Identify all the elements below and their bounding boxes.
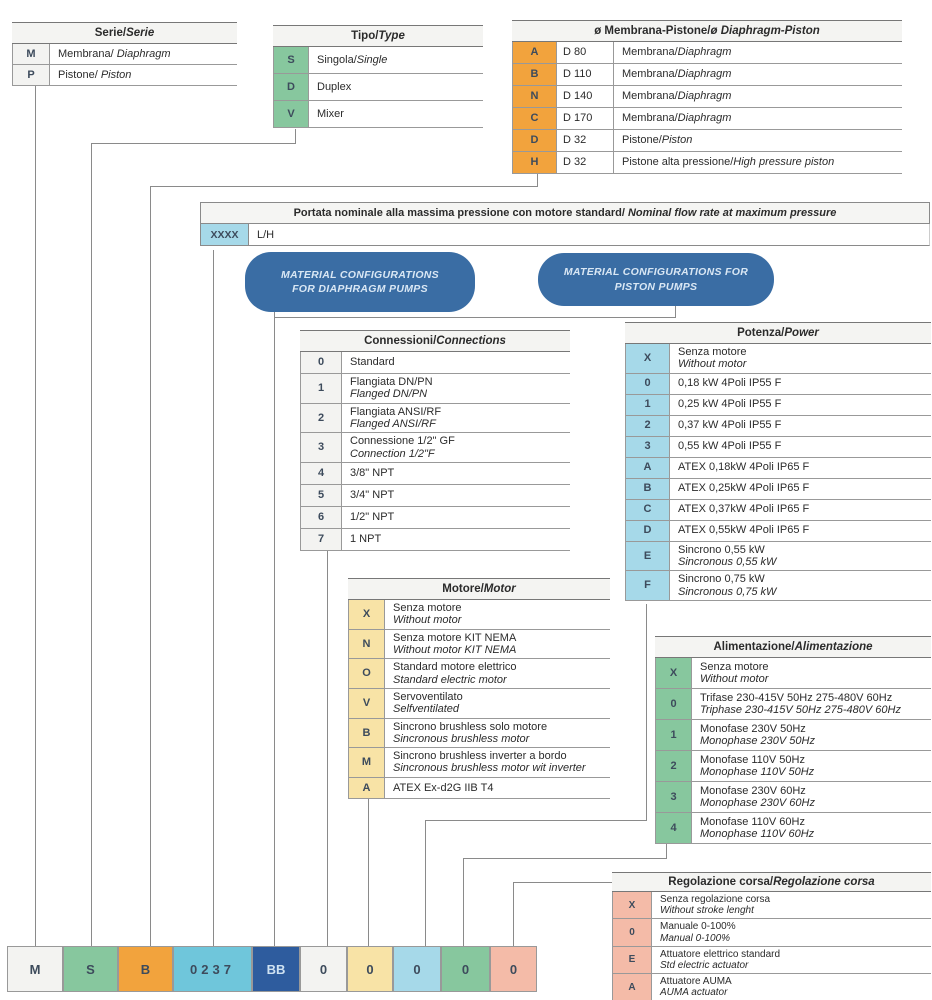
motore-description-it: Standard motore elettrico (393, 661, 517, 674)
connector-line (425, 820, 647, 821)
membrana-size-cell: D 80 (557, 42, 614, 63)
alimentazione-row-1 (655, 720, 931, 751)
connessioni-description-cell (342, 507, 570, 528)
connessioni-description-it: 3/8" NPT (350, 467, 395, 480)
tipo-code-cell: S (273, 47, 309, 73)
membrana-code-cell: N (512, 86, 557, 107)
motore-code-cell: X (348, 600, 385, 629)
model-code-cell-7: 0 (393, 946, 441, 992)
membrana-title-en: ø Diaphragm-Piston (710, 25, 820, 37)
alimentazione-description-it: Monofase 230V 50Hz (700, 722, 806, 735)
flow-rate-code-cell: XXXX (200, 224, 249, 246)
membrana-description-en: Diaphragm (677, 46, 732, 59)
model-code-cell-2: B (118, 946, 173, 992)
motore-code-cell: V (348, 689, 385, 718)
connessioni-code-cell: 5 (300, 485, 342, 506)
membrana-size-cell: D 140 (557, 86, 614, 107)
potenza-description-it: ATEX 0,25kW 4Poli IP65 F (678, 482, 810, 495)
connessioni-code-cell: 2 (300, 404, 342, 433)
tipo-description-it: Mixer (317, 107, 344, 120)
regolazione-row-A (612, 974, 931, 1000)
potenza-code-cell: D (625, 521, 670, 541)
connessioni-description-it: Flangiata DN/PN (350, 376, 433, 388)
motore-description-cell (385, 748, 610, 777)
alimentazione-description-en: Monophase 110V 60Hz (700, 828, 815, 840)
regolazione-row-E (612, 947, 931, 974)
connessioni-description-it: Flangiata ANSI/RF (350, 405, 442, 418)
membrana-code-cell: H (512, 152, 557, 173)
motor-table (348, 578, 610, 799)
membrana-description-en: Piston (661, 134, 693, 147)
potenza-description-it: 0,18 kW 4Poli IP55 F (678, 377, 782, 390)
connector-line (91, 143, 296, 144)
tipo-description-cell (309, 47, 483, 73)
membrana-size-cell: D 32 (557, 152, 614, 173)
membrana-size-cell: D 170 (557, 108, 614, 129)
connessioni-description-it: 1/2" NPT (350, 511, 395, 524)
connessioni-description-cell (342, 529, 570, 550)
connector-line (513, 882, 613, 883)
regolazione-description-en: AUMA actuator (660, 987, 728, 999)
potenza-row-D (625, 521, 931, 542)
potenza-code-cell: C (625, 500, 670, 520)
potenza-description-en: Sincronous 0,55 kW (678, 555, 777, 568)
alimentazione-row-3 (655, 782, 931, 813)
motore-table-title (348, 578, 610, 600)
tipo-description-it: Singola/ (317, 53, 357, 66)
membrana-description-it: Membrana/ (622, 46, 678, 59)
flow-rate-unit-cell: L/H (249, 224, 930, 246)
motore-row-M (348, 748, 610, 778)
membrana-code-cell: D (512, 130, 557, 151)
model-code-cell-4: BB (252, 946, 300, 992)
alimentazione-description-cell (692, 658, 931, 688)
connessioni-description-it: 3/4" NPT (350, 489, 395, 502)
tipo-description-it: Duplex (317, 80, 352, 93)
motore-description-it: Sincrono brushless solo motore (393, 720, 548, 733)
connector-line (425, 820, 426, 946)
alimentazione-description-en: Triphase 230-415V 50Hz 275-480V 60Hz (700, 704, 901, 716)
potenza-code-cell: 1 (625, 395, 670, 415)
connessioni-description-cell (342, 352, 570, 373)
serie-title-en: Serie (126, 27, 155, 39)
potenza-row-B (625, 479, 931, 500)
membrana-description-it: Membrana/ (622, 68, 678, 81)
membrana-row-C (512, 108, 902, 130)
alimentazione-description-it: Senza motore (700, 660, 769, 673)
membrana-row-H (512, 152, 902, 174)
potenza-code-cell: 3 (625, 437, 670, 457)
potenza-description-cell (670, 374, 931, 394)
serie-description-it: Pistone/ (58, 68, 101, 81)
connector-line (91, 143, 92, 946)
supply-table (655, 636, 931, 844)
connessioni-code-cell: 7 (300, 529, 342, 550)
connessioni-row-2 (300, 404, 570, 434)
potenza-description-cell (670, 458, 931, 478)
alimentazione-code-cell: 1 (655, 720, 692, 750)
potenza-row-E (625, 542, 931, 572)
potenza-row-C (625, 500, 931, 521)
potenza-title-en: Power (784, 327, 819, 339)
potenza-row-0 (625, 374, 931, 395)
membrana-description-it: Pistone/ (622, 134, 662, 147)
connessioni-code-cell: 1 (300, 374, 342, 403)
connector-line (327, 545, 328, 946)
connector-line (213, 250, 214, 946)
potenza-description-it: ATEX 0,18kW 4Poli IP65 F (678, 461, 810, 474)
connessioni-description-it: 1 NPT (350, 533, 382, 546)
serie-description-en: Piston (100, 68, 132, 81)
potenza-row-A (625, 458, 931, 479)
motore-description-cell (385, 689, 610, 718)
motore-row-N (348, 630, 610, 660)
connessioni-code-cell: 0 (300, 352, 342, 373)
stroke-adjustment-table (612, 872, 931, 1000)
connessioni-description-cell (342, 404, 570, 433)
motore-code-cell: M (348, 748, 385, 777)
motore-code-cell: O (348, 659, 385, 688)
alimentazione-title-en: Alimentazione (794, 641, 873, 653)
alimentazione-table-title (655, 636, 931, 658)
serie-title-it: Serie/ (94, 27, 127, 39)
tipo-description-en: Single (356, 53, 388, 66)
motore-description-en: Without motor (393, 614, 462, 627)
model-code-cell-8: 0 (441, 946, 490, 992)
membrana-size-cell: D 32 (557, 130, 614, 151)
alimentazione-description-en: Monophase 230V 50Hz (700, 735, 815, 747)
tipo-row-S (273, 47, 483, 74)
potenza-description-cell (670, 344, 931, 373)
tipo-table (273, 25, 483, 128)
tipo-description-cell (309, 101, 483, 127)
membrana-description-cell (614, 86, 902, 107)
membrana-row-B (512, 64, 902, 86)
connessioni-description-cell (342, 485, 570, 506)
alimentazione-description-it: Monofase 230V 60Hz (700, 784, 806, 797)
connessioni-code-cell: 3 (300, 433, 342, 462)
potenza-description-cell (670, 395, 931, 415)
potenza-description-it: 0,25 kW 4Poli IP55 F (678, 398, 782, 411)
motore-row-X (348, 600, 610, 630)
regolazione-code-cell: E (612, 947, 652, 973)
alimentazione-description-en: Monophase 230V 60Hz (700, 797, 815, 809)
membrana-description-it: Membrana/ (622, 90, 678, 103)
motore-row-B (348, 719, 610, 749)
motore-description-it: Servoventilato (393, 690, 463, 703)
membrana-description-en: Diaphragm (677, 112, 732, 125)
model-code-cell-5: 0 (300, 946, 347, 992)
tipo-description-cell (309, 74, 483, 100)
connector-line (463, 858, 667, 859)
serie-description-cell (50, 44, 237, 64)
connessioni-table-title (300, 330, 570, 352)
potenza-row-3 (625, 437, 931, 458)
membrana-size-cell: D 110 (557, 64, 614, 85)
membrana-row-D (512, 130, 902, 152)
motore-description-it: Senza motore KIT NEMA (393, 631, 517, 644)
potenza-description-it: 0,55 kW 4Poli IP55 F (678, 440, 782, 453)
alimentazione-row-0 (655, 689, 931, 720)
membrana-row-N (512, 86, 902, 108)
connessioni-row-4 (300, 463, 570, 485)
potenza-description-it: Sincrono 0,55 kW (678, 543, 765, 556)
connessioni-code-cell: 4 (300, 463, 342, 484)
membrana-description-cell (614, 130, 902, 151)
serie-code-cell: P (12, 65, 50, 85)
potenza-code-cell: X (625, 344, 670, 373)
connector-line (274, 317, 676, 318)
regolazione-description-cell (652, 974, 931, 1000)
material-config-diaphragm-button[interactable]: MATERIAL CONFIGURATIONS FOR DIAPHRAGM PUMPS (245, 252, 475, 312)
regolazione-description-cell (652, 892, 931, 918)
model-code-cell-9: 0 (490, 946, 537, 992)
regolazione-title-en: Regolazione corsa (773, 876, 875, 888)
connector-line (150, 186, 151, 946)
alimentazione-description-cell (692, 751, 931, 781)
alimentazione-description-en: Without motor (700, 673, 769, 685)
connessioni-row-0 (300, 352, 570, 374)
alimentazione-description-en: Monophase 110V 50Hz (700, 766, 815, 778)
motore-title-it: Motore/ (442, 583, 484, 595)
potenza-row-2 (625, 416, 931, 437)
regolazione-description-it: Attuatore AUMA (660, 976, 732, 988)
connessioni-title-it: Connessioni/ (364, 335, 437, 347)
potenza-description-cell (670, 479, 931, 499)
alimentazione-title-it: Alimentazione/ (713, 641, 795, 653)
motore-row-V (348, 689, 610, 719)
tipo-title-it: Tipo/ (351, 30, 379, 42)
potenza-code-cell: E (625, 542, 670, 571)
potenza-code-cell: 2 (625, 416, 670, 436)
regolazione-description-it: Manuale 0-100% (660, 921, 736, 933)
motore-description-en: Standard electric motor (393, 673, 507, 686)
potenza-description-it: Senza motore (678, 346, 747, 358)
membrana-description-it: Membrana/ (622, 112, 678, 125)
regolazione-description-cell (652, 919, 931, 945)
regolazione-code-cell: A (612, 974, 652, 1000)
flow-rate-row (200, 224, 930, 246)
alimentazione-description-it: Monofase 110V 60Hz (700, 815, 805, 828)
alimentazione-row-2 (655, 751, 931, 782)
motore-description-cell (385, 778, 610, 798)
membrana-description-it: Pistone alta pressione/ (622, 156, 734, 169)
connector-line (295, 129, 296, 144)
tipo-row-V (273, 101, 483, 128)
alimentazione-description-it: Trifase 230-415V 50Hz 275-480V 60Hz (700, 691, 893, 704)
membrana-title-it: ø Membrana-Pistone/ (594, 25, 711, 37)
connector-line (513, 882, 514, 946)
motore-description-en: Selfventilated (393, 703, 460, 716)
membrana-description-en: Diaphragm (677, 68, 732, 81)
connessioni-description-cell (342, 374, 570, 403)
tipo-title-en: Type (378, 30, 405, 42)
potenza-code-cell: A (625, 458, 670, 478)
tipo-code-cell: D (273, 74, 309, 100)
motore-description-it: Senza motore (393, 602, 462, 614)
connessioni-row-6 (300, 507, 570, 529)
motore-row-O (348, 659, 610, 689)
connessioni-description-cell (342, 433, 570, 462)
connessioni-description-en: Flanged ANSI/RF (350, 417, 436, 430)
serie-table-title (12, 22, 237, 44)
regolazione-description-en: Without stroke lenght (660, 905, 754, 917)
membrana-table-title (512, 20, 902, 42)
connessioni-row-3 (300, 433, 570, 463)
potenza-description-it: Sincrono 0,75 kW (678, 573, 765, 586)
alimentazione-code-cell: 2 (655, 751, 692, 781)
serie-description-cell (50, 65, 237, 85)
flow-rate-title-en: Nominal flow rate at maximum pressure (627, 207, 837, 219)
connections-table (300, 330, 570, 551)
motore-description-cell (385, 630, 610, 659)
potenza-description-cell (670, 437, 931, 457)
connessioni-row-1 (300, 374, 570, 404)
serie-description-en: Diaphragm (116, 47, 171, 60)
serie-code-cell: M (12, 44, 50, 64)
motore-description-en: Sincronous brushless motor wit inverter (393, 762, 586, 775)
membrana-description-cell (614, 64, 902, 85)
model-code-cell-6: 0 (347, 946, 393, 992)
alimentazione-description-cell (692, 720, 931, 750)
power-table (625, 322, 931, 601)
regolazione-code-cell: X (612, 892, 652, 918)
membrana-code-cell: A (512, 42, 557, 63)
alimentazione-description-it: Monofase 110V 50Hz (700, 753, 805, 766)
connector-line (274, 311, 275, 946)
connector-line (35, 85, 36, 946)
motore-description-en: Without motor KIT NEMA (393, 643, 517, 656)
motore-code-cell: N (348, 630, 385, 659)
potenza-description-it: 0,37 kW 4Poli IP55 F (678, 419, 782, 432)
membrana-description-en: Diaphragm (677, 90, 732, 103)
motore-title-en: Motor (483, 583, 516, 595)
potenza-description-cell (670, 571, 931, 600)
potenza-title-it: Potenza/ (737, 327, 785, 339)
alimentazione-code-cell: X (655, 658, 692, 688)
alimentazione-code-cell: 3 (655, 782, 692, 812)
connessioni-description-cell (342, 463, 570, 484)
tipo-table-title (273, 25, 483, 47)
potenza-table-title (625, 322, 931, 344)
regolazione-description-en: Std electric actuator (660, 959, 749, 971)
serie-table (12, 22, 237, 86)
regolazione-code-cell: 0 (612, 919, 652, 945)
motore-description-it: ATEX Ex-d2G IIB T4 (393, 781, 494, 794)
membrana-description-cell (614, 42, 902, 63)
flow-rate-title (200, 202, 930, 224)
potenza-row-F (625, 571, 931, 601)
connessioni-description-en: Connection 1/2"F (350, 447, 435, 460)
motore-description-cell (385, 719, 610, 748)
connessioni-description-it: Standard (350, 356, 395, 369)
alimentazione-row-4 (655, 813, 931, 844)
motore-description-it: Sincrono brushless inverter a bordo (393, 750, 567, 763)
serie-description-it: Membrana/ (58, 47, 117, 60)
alimentazione-code-cell: 0 (655, 689, 692, 719)
motore-description-cell (385, 600, 610, 629)
membrana-description-en: High pressure piston (733, 156, 835, 169)
flow-rate-banner (200, 202, 930, 246)
model-code-cell-0: M (7, 946, 63, 992)
potenza-description-cell (670, 542, 931, 571)
membrana-code-cell: C (512, 108, 557, 129)
connessioni-title-en: Connections (436, 335, 506, 347)
serie-row-M (12, 44, 237, 65)
potenza-row-X (625, 344, 931, 374)
regolazione-description-en: Manual 0-100% (660, 932, 731, 944)
regolazione-row-X (612, 892, 931, 919)
regolazione-description-it: Senza regolazione corsa (660, 894, 771, 905)
connector-line (368, 778, 369, 946)
potenza-code-cell: B (625, 479, 670, 499)
potenza-row-1 (625, 395, 931, 416)
connector-line (150, 186, 538, 187)
connessioni-description-en: Flanged DN/PN (350, 388, 428, 401)
motore-row-A (348, 778, 610, 799)
alimentazione-description-cell (692, 782, 931, 812)
potenza-description-cell (670, 521, 931, 541)
tipo-row-D (273, 74, 483, 101)
material-config-piston-button[interactable]: MATERIAL CONFIGURATIONS FOR PISTON PUMPS (538, 253, 774, 306)
connessioni-code-cell: 6 (300, 507, 342, 528)
alimentazione-description-cell (692, 813, 931, 843)
alimentazione-code-cell: 4 (655, 813, 692, 843)
potenza-description-en: Without motor (678, 358, 747, 371)
connessioni-row-7 (300, 529, 570, 551)
potenza-description-cell (670, 416, 931, 436)
diaphragm-piston-table (512, 20, 902, 174)
motore-description-cell (385, 659, 610, 688)
regolazione-description-it: Attuatore elettrico standard (660, 948, 781, 960)
flow-rate-title-it: Portata nominale alla massima pressione con motore standard/ (293, 207, 628, 219)
alimentazione-description-cell (692, 689, 931, 719)
regolazione-table-title (612, 872, 931, 892)
membrana-description-cell (614, 108, 902, 129)
potenza-description-en: Sincronous 0,75 kW (678, 585, 777, 598)
regolazione-row-0 (612, 919, 931, 946)
potenza-description-cell (670, 500, 931, 520)
motore-code-cell: A (348, 778, 385, 798)
potenza-description-it: ATEX 0,37kW 4Poli IP65 F (678, 503, 810, 516)
membrana-code-cell: B (512, 64, 557, 85)
potenza-code-cell: F (625, 571, 670, 600)
connector-line (463, 858, 464, 946)
tipo-code-cell: V (273, 101, 309, 127)
membrana-description-cell (614, 152, 902, 173)
motore-code-cell: B (348, 719, 385, 748)
model-code-cell-3: 0237 (173, 946, 252, 992)
connessioni-row-5 (300, 485, 570, 507)
potenza-description-it: ATEX 0,55kW 4Poli IP65 F (678, 524, 810, 537)
connessioni-description-it: Connessione 1/2" GF (350, 435, 455, 448)
alimentazione-row-X (655, 658, 931, 689)
model-code-cell-1: S (63, 946, 118, 992)
connector-line (646, 604, 647, 820)
regolazione-description-cell (652, 947, 931, 973)
motore-description-en: Sincronous brushless motor (393, 732, 530, 745)
serie-row-P (12, 65, 237, 86)
membrana-row-A (512, 42, 902, 64)
potenza-code-cell: 0 (625, 374, 670, 394)
regolazione-title-it: Regolazione corsa/ (668, 876, 774, 888)
